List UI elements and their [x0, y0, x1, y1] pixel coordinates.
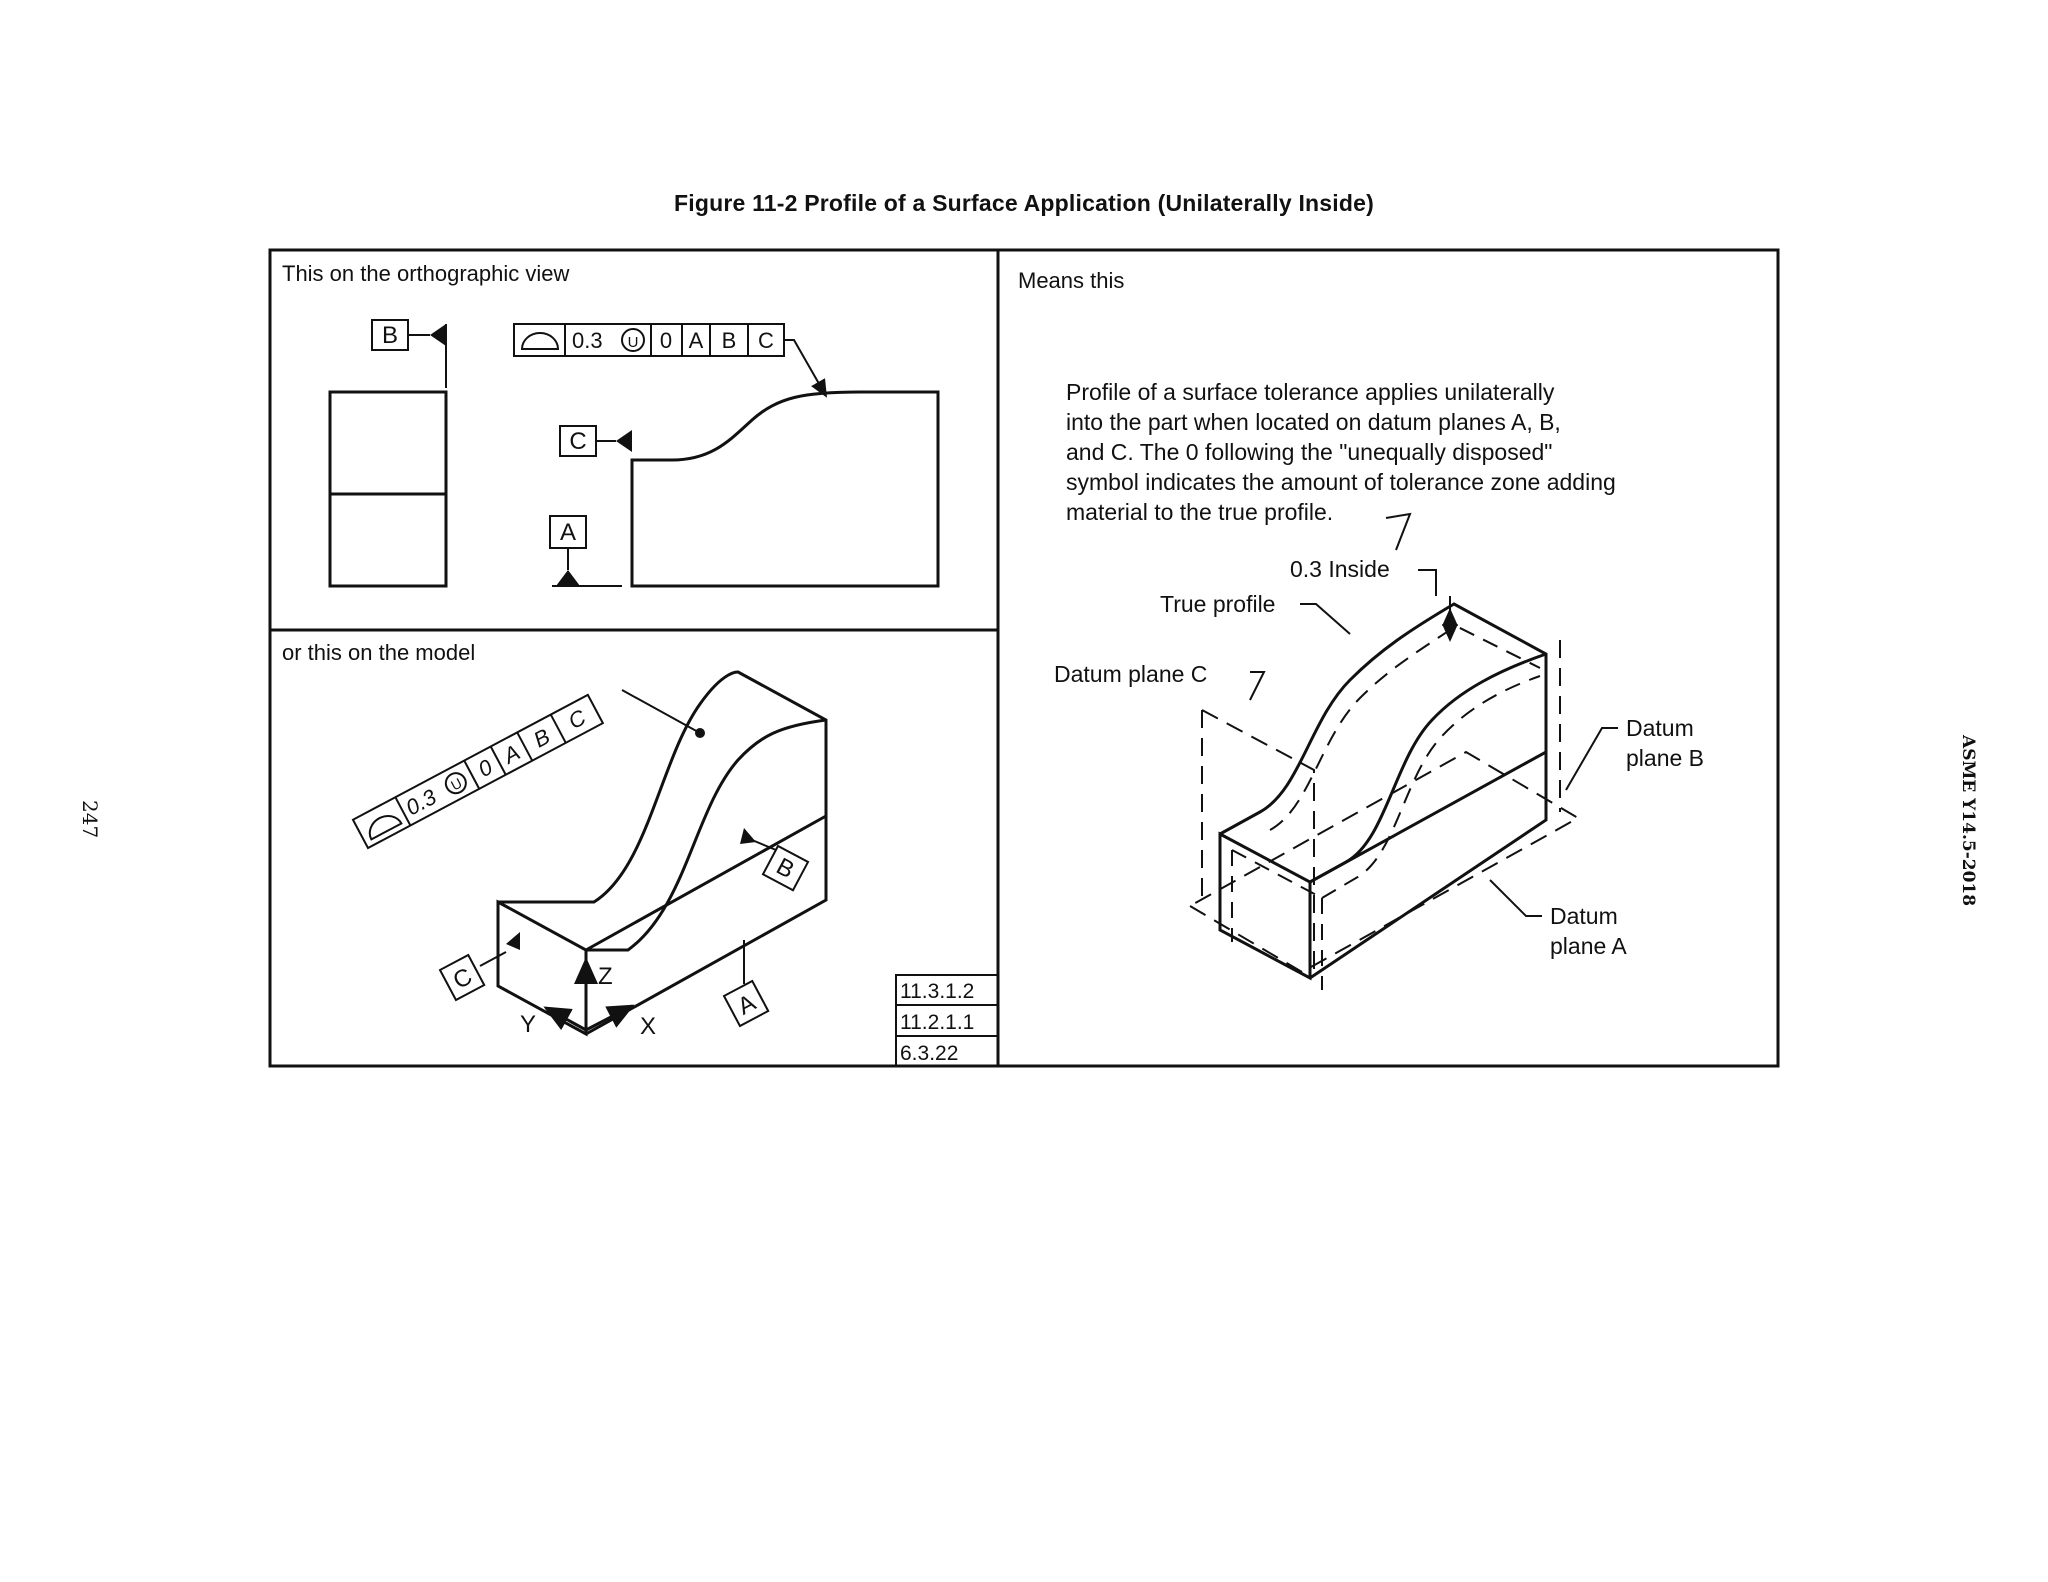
panel-model-caption: or this on the model: [282, 640, 476, 665]
ortho-fcf-tolerance: 0.3: [572, 328, 603, 353]
description-line-4: symbol indicates the amount of tolerance zone adding: [1066, 469, 1616, 495]
model-datum-b-letter: B: [771, 852, 799, 885]
datum-plane-a-label-1: Datum: [1550, 903, 1618, 929]
description-line-1: Profile of a surface tolerance applies unilaterally: [1066, 379, 1555, 405]
inside-label: 0.3 Inside: [1290, 556, 1390, 582]
datum-plane-a-label-2: plane A: [1550, 933, 1627, 959]
description-line-3: and C. The 0 following the "unequally disposed": [1066, 439, 1553, 465]
page-number: 247: [78, 800, 102, 839]
panel-ortho-caption: This on the orthographic view: [282, 261, 570, 286]
ortho-fcf-datum-2: B: [721, 328, 737, 353]
model-datum-a-letter: A: [733, 989, 761, 1021]
panel-means: [1018, 268, 1704, 990]
model-datum-c-letter: C: [448, 962, 477, 995]
axis-z-label: Z: [598, 963, 613, 990]
model-fcf: [353, 695, 603, 848]
datum-plane-c-label: Datum plane C: [1054, 661, 1208, 687]
model-fcf-datum-2: B: [529, 723, 555, 753]
datum-a-symbol: [550, 516, 622, 586]
datum-plane-b-label-1: Datum: [1626, 715, 1694, 741]
description-text: [1066, 379, 1616, 525]
model-fcf-datum-3: C: [564, 704, 590, 735]
datum-plane-b-label-2: plane B: [1626, 745, 1705, 771]
reference-3: 6.3.22: [900, 1042, 959, 1065]
description-line-5: material to the true profile.: [1066, 499, 1334, 525]
reference-2: 11.2.1.1: [900, 1011, 975, 1034]
datum-c-symbol: [560, 426, 632, 456]
side-view: [330, 392, 446, 586]
ortho-fcf-offset: 0: [659, 328, 673, 353]
ortho-fcf-datum-3: C: [758, 328, 774, 353]
iso-block: [498, 672, 826, 1034]
ortho-fcf-datum-1: A: [688, 328, 704, 353]
panel-model: [282, 640, 998, 1066]
axis-x-label: X: [640, 1013, 657, 1040]
model-fcf-datum-1: A: [499, 739, 525, 769]
datum-b-symbol: [372, 320, 446, 388]
model-fcf-tolerance: 0.3: [401, 784, 441, 821]
datum-b-letter: B: [381, 322, 399, 349]
model-fcf-offset: 0: [473, 754, 497, 783]
reference-1: 11.3.1.2: [900, 980, 975, 1003]
datum-a-letter: A: [559, 519, 577, 546]
figure-title: Figure 11-2 Profile of a Surface Application (Unilaterally Inside): [674, 190, 1374, 216]
description-line-2: into the part when located on datum planes A, B,: [1066, 409, 1561, 435]
panel-orthographic: [282, 261, 938, 586]
ortho-fcf-text: [572, 328, 774, 353]
standard-label: ASME Y14.5-2018: [1958, 735, 1978, 907]
tolerance-zone-part: [1190, 604, 1578, 990]
datum-c-letter: C: [569, 428, 587, 455]
ortho-fcf-modifier: U: [627, 334, 639, 351]
ortho-fcf: [514, 324, 784, 356]
true-profile-label: True profile: [1160, 591, 1276, 617]
axis-y-label: Y: [520, 1011, 537, 1038]
model-fcf-modifier: U: [448, 774, 465, 794]
panel-means-caption: Means this: [1018, 268, 1125, 293]
front-view-profile: [632, 392, 938, 586]
